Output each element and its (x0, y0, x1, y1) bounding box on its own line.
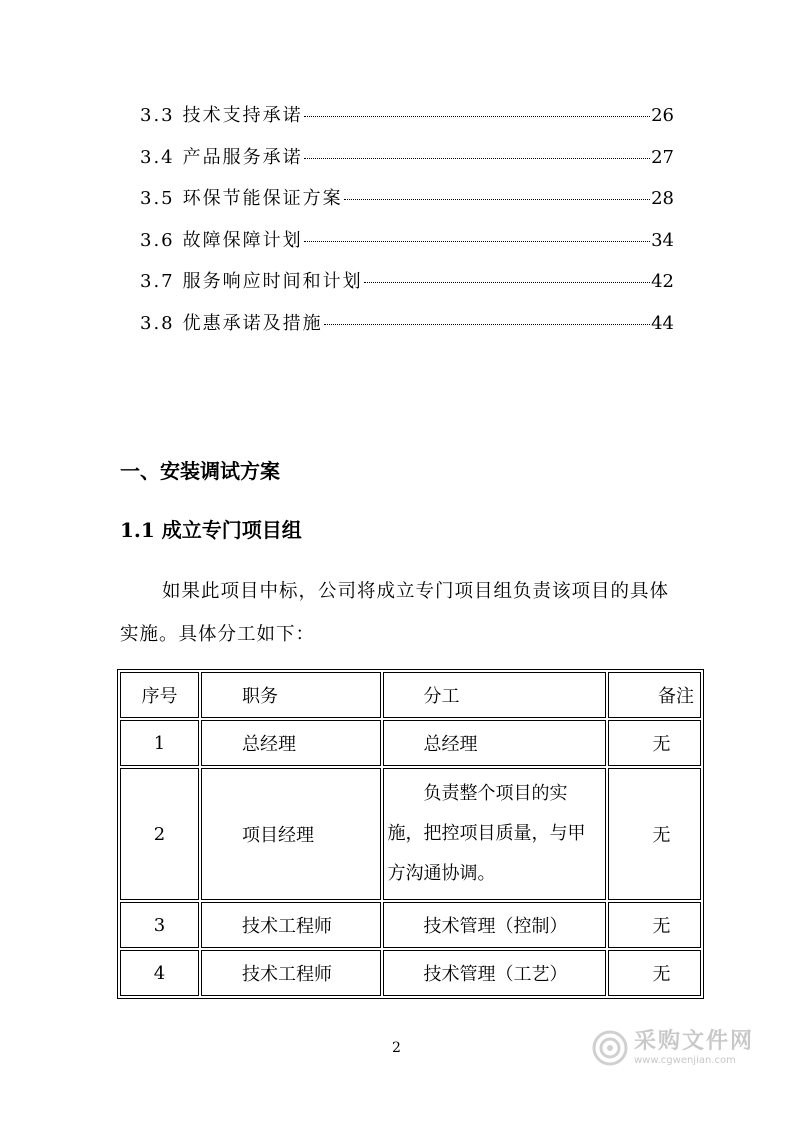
subsection-heading: 1.1 成立专门项目组 (120, 518, 302, 542)
table-cell: 1 (120, 720, 199, 766)
toc-leader (304, 240, 650, 242)
table-cell: 4 (120, 950, 199, 996)
table-of-contents (140, 101, 674, 351)
toc-page: 27 (651, 146, 674, 168)
table-cell: 项目经理 (201, 768, 381, 900)
table-row (120, 902, 701, 948)
assignment-table (117, 669, 704, 999)
page-number: 2 (392, 1040, 401, 1056)
toc-leader (324, 323, 650, 325)
toc-page: 44 (651, 312, 674, 334)
toc-leader (304, 115, 650, 117)
toc-title: 服务响应时间和计划 (182, 271, 363, 293)
toc-leader (364, 281, 650, 283)
toc-title: 故障保障计划 (182, 229, 303, 251)
toc-entry[interactable] (140, 309, 674, 351)
table-cell: 2 (120, 768, 199, 900)
toc-title: 优惠承诺及措施 (182, 312, 323, 334)
toc-entry[interactable] (140, 267, 674, 309)
toc-entry[interactable] (140, 226, 674, 268)
watermark-url: www.cgwenjian.com (634, 1054, 736, 1066)
table-cell: 负责整个项目的实施，把控项目质量，与甲方沟通协调。 (383, 768, 606, 900)
toc-leader (344, 198, 650, 200)
table-row (120, 720, 701, 766)
table-cell: 技术管理（控制） (383, 902, 606, 948)
toc-number: 3.5 (140, 188, 175, 210)
toc-entry[interactable] (140, 101, 674, 143)
toc-title: 产品服务承诺 (182, 146, 303, 168)
toc-leader (304, 157, 650, 159)
table-cell: 技术工程师 (201, 902, 381, 948)
body-paragraph: 如果此项目中标，公司将成立专门项目组负责该项目的具体实施。具体分工如下： (120, 581, 670, 645)
toc-number: 3.4 (140, 146, 175, 168)
table-cell: 无 (608, 720, 701, 766)
table-cell: 无 (608, 950, 701, 996)
watermark (592, 1030, 754, 1066)
toc-entry[interactable] (140, 143, 674, 185)
watermark-logo-icon (592, 1030, 628, 1066)
toc-page: 42 (651, 271, 674, 293)
table-cell: 无 (608, 768, 701, 900)
toc-title: 技术支持承诺 (182, 105, 303, 126)
header-cell: 备注 (608, 672, 701, 718)
toc-page: 26 (651, 105, 674, 126)
toc-number: 3.3 (140, 105, 175, 126)
table-cell: 3 (120, 902, 199, 948)
toc-number: 3.6 (140, 229, 175, 251)
section-heading: 一、安装调试方案 (120, 459, 280, 483)
toc-title: 环保节能保证方案 (182, 188, 343, 210)
toc-number: 3.8 (140, 312, 175, 334)
table-header-row (120, 672, 701, 718)
table-row (120, 768, 701, 900)
toc-page: 28 (651, 188, 674, 210)
toc-entry[interactable] (140, 184, 674, 226)
header-cell: 序号 (120, 672, 199, 718)
table-cell: 总经理 (201, 720, 381, 766)
header-cell: 分工 (383, 672, 606, 718)
watermark-name: 采购文件网 (634, 1028, 755, 1054)
toc-number: 3.7 (140, 271, 175, 293)
header-cell: 职务 (201, 672, 381, 718)
table-cell: 总经理 (383, 720, 606, 766)
table-cell: 无 (608, 902, 701, 948)
table-cell: 技术工程师 (201, 950, 381, 996)
toc-page: 34 (651, 229, 674, 251)
table-cell: 技术管理（工艺） (383, 950, 606, 996)
table-row (120, 950, 701, 996)
